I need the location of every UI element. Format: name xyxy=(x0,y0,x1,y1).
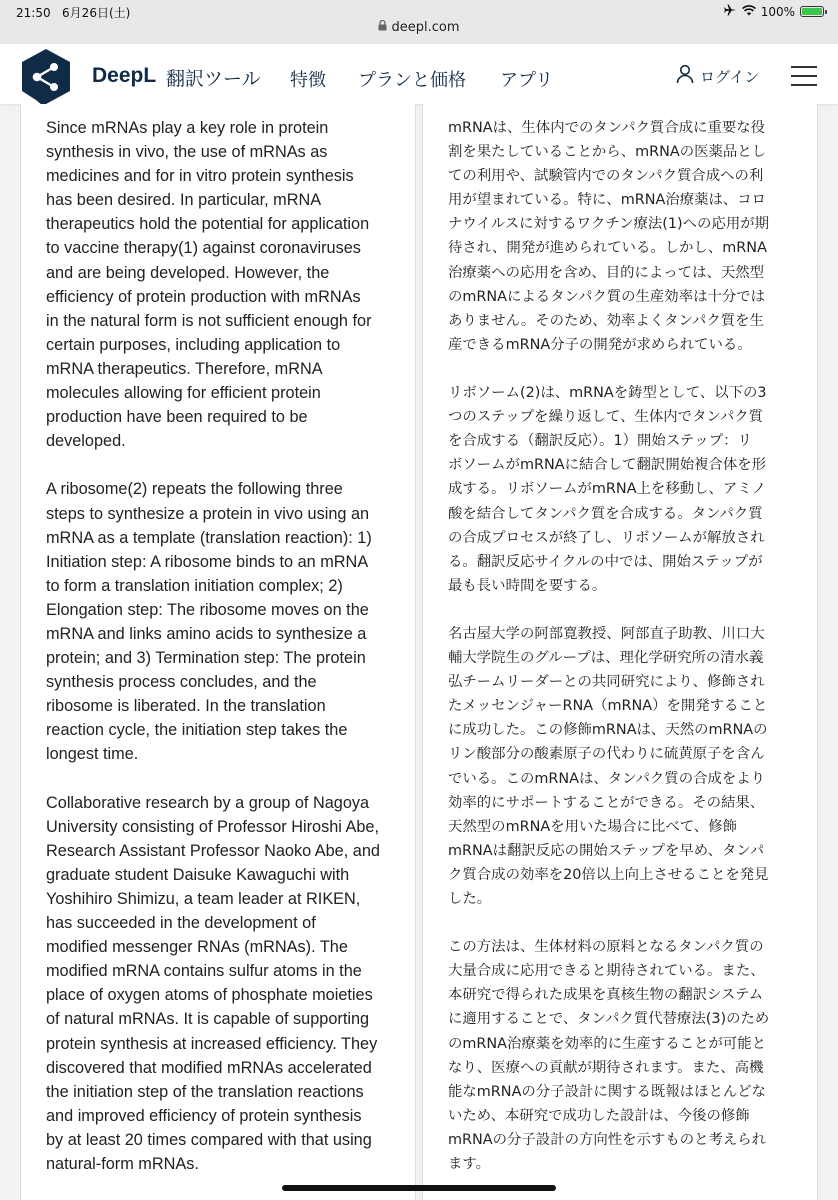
url-text: deepl.com xyxy=(391,20,460,35)
nav-features[interactable]: 特徴 xyxy=(290,70,326,91)
site-header xyxy=(0,44,838,104)
status-time xyxy=(16,4,130,21)
status-indicators xyxy=(724,4,824,19)
nav-apps[interactable]: アプリ xyxy=(500,70,554,91)
lock-icon xyxy=(378,20,387,34)
translation-panel[interactable] xyxy=(422,104,818,1200)
menu-line xyxy=(791,66,817,68)
hamburger-menu-icon[interactable] xyxy=(791,66,817,86)
source-panel[interactable] xyxy=(20,104,416,1200)
translated-text[interactable]: mRNAは、生体内でのタンパク質合成に重要な役 割を果たしていることから、mRNAの医薬品とし ての利用や、試験管内でのタンパク質合成への利 用が望まれている。特に、mRNA治療薬は、コロ ナウイルスに対するワクチン療法(1)への応用が期 待され、開発が進められている。しかし、mRNA 治療薬への応用を含め、目的によっては、天然型 のmRNAによるタンパク質の生産効率は十分では ありません。そのため、効率よくタンパク質を生 産できるmRNA分子の開発が求められている。 リボソーム(2)は、mRNAを鋳型として、以下の3 つのステップを繰り返して、生体内でタンパク質 を合成する（翻訳反応）。1）開始ステップ：リ ボソームがmRNAに結合して翻訳開始複合体を形 成する。リボソームがmRNA上を移動し、アミノ 酸を結合してタンパク質を合成する。タンパク質 の合成プロセスが終了し、リボソームが解放され る。翻訳反応サイクルの中では、開始ステップが 最も長い時間を要する。 名古屋大学の阿部寛教授、阿部直子助教、川口大 輔大学院生のグループは、理化学研究所の清水義 弘チームリーダーとの共同研究により、修飾され たメッセンジャーRNA（mRNA）を開発すること に成功した。この修飾mRNAは、天然のmRNAの リン酸部分の酸素原子の代わりに硫黄原子を含ん でいる。このmRNAは、タンパク質の合成をより 効率的にサポートすることができる。その結果、 天然型のmRNAを用いた場合に比べて、修飾 mRNAは翻訳反応の開始ステップを早め、タンパ ク質合成の効率を20倍以上向上させることを発見 した。 この方法は、生体材料の原料となるタンパク質の 大量合成に応用できると期待されている。また、 本研究で得られた成果を真核生物の翻訳システム に適用することで、タンパク質代替療法(3)のため のmRNA治療薬を効率的に生産することが可能と なり、医療への貢献が期待されます。また、高機 能なmRNAの分子設計に関する既報はほとんどな いため、本研究で成功した設計は、今後の修飾 mRNAの分子設計の方向性を示すものと考えられ ます。 xyxy=(448,120,770,1173)
clock: 21:50 xyxy=(16,6,51,20)
battery-percent: 100% xyxy=(760,4,795,19)
nav-pricing[interactable]: プランと価格 xyxy=(358,70,466,91)
wifi-icon xyxy=(742,5,756,19)
brand-subtitle[interactable]: 翻訳ツール xyxy=(166,68,261,90)
deepl-logo-icon[interactable] xyxy=(18,47,74,111)
battery-level xyxy=(802,8,822,15)
user-icon xyxy=(676,64,694,88)
airplane-icon xyxy=(724,4,737,19)
home-indicator[interactable] xyxy=(282,1185,556,1191)
brand-name[interactable]: DeepL xyxy=(92,64,157,87)
battery-icon xyxy=(800,6,824,17)
address-bar[interactable] xyxy=(0,20,838,35)
battery-tip xyxy=(825,10,827,14)
status-bar xyxy=(0,0,838,44)
menu-line xyxy=(791,84,817,86)
source-text[interactable]: Since mRNAs play a key role in protein synthesis in vivo, the use of mRNAs as medicines and for in vitro protein synthesis has been desired. In particular, mRNA therapeutics hold the potential for application to vaccine therapy(1) against coronaviruses and are being developed. However, the efficiency of protein production with mRNAs in the natural form is not sufficient enough for certain purposes, including application to mRNA therapeutics. Therefore, mRNA molecules allowing for efficient protein production have been required to be developed. A ribosome(2) repeats the following three steps to synthesize a protein in vivo using an mRNA as a template (translation reaction): 1) Initiation step: A ribosome binds to an mRNA to form a translation initiation complex; 2) Elongation step: The ribosome moves on the mRNA and links amino acids to synthesize a protein; and 3) Termination step: The protein synthesis process concludes, and the ribosome is liberated. In the translation reaction cycle, the initiation step takes the longest time. Collaborative research by a group of Nagoya University consisting of Professor Hiroshi Abe, Research Assistant Professor Naoko Abe, and graduate student Daisuke Kawaguchi with Yoshihiro Shimizu, a team leader at RIKEN, has succeeded in the development of modified messenger RNAs (mRNAs). The modified mRNA contains sulfur atoms in the place of oxygen atoms of phosphate moieties of natural mRNAs. It is capable of supporting protein synthesis at increased efficiency. They discovered that modified mRNAs accelerated the initiation step of the translation reactions and improved efficiency of protein synthesis by at least 20 times compared with that using natural-form mRNAs. xyxy=(46,119,380,1174)
date: 6月26日(土) xyxy=(62,6,131,20)
login-label: ログイン xyxy=(700,67,760,86)
menu-line xyxy=(791,75,817,77)
login-button[interactable] xyxy=(676,64,759,88)
